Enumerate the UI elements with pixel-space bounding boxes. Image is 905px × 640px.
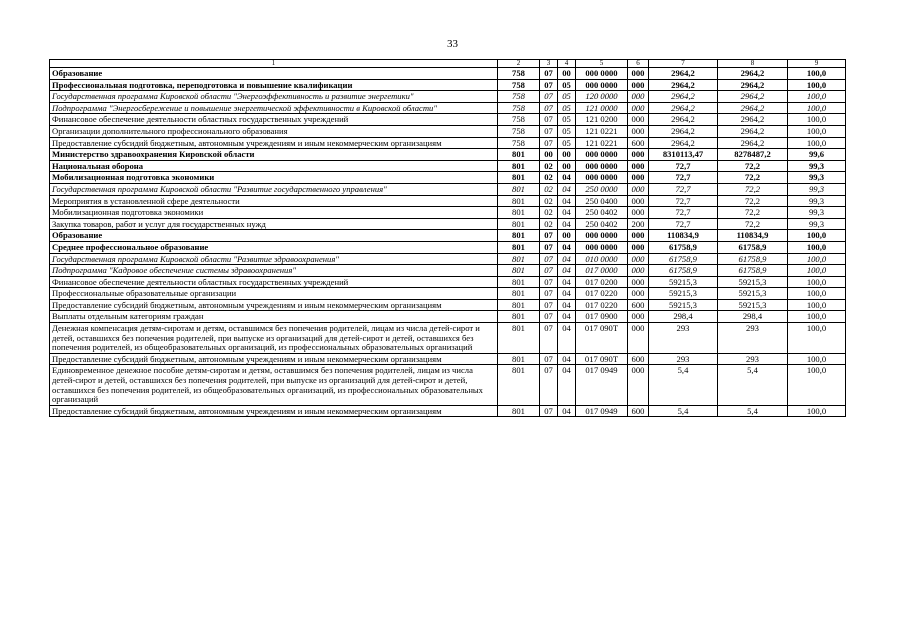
- subsection-code-cell: 00: [558, 230, 576, 242]
- section-code-cell: 07: [540, 276, 558, 288]
- execution-percent-cell: 100,0: [788, 276, 846, 288]
- table-row: [50, 160, 846, 172]
- subsection-code-cell: 00: [558, 160, 576, 172]
- section-code-cell: 02: [540, 218, 558, 230]
- table-row: [50, 207, 846, 219]
- section-code-cell: 07: [540, 299, 558, 311]
- admin-code-cell: 801: [498, 218, 540, 230]
- section-code-cell: 07: [540, 241, 558, 253]
- row-name-cell: Денежная компенсация детям-сиротам и детям, оставшимся без попечения родителей, лицам из числа детей-сирот и детей, оставшихся без попечения родителей, при выпуске из организаций для детей-сирот и детей, оставшихся без попечения родителей, из общеобразовательных организаций, из профессиональных образовательных организаций: [50, 323, 498, 354]
- subsection-code-cell: 04: [558, 195, 576, 207]
- column-number: 7: [649, 60, 718, 68]
- table-row: [50, 265, 846, 277]
- executed-amount-cell: 8278487,2: [718, 149, 788, 161]
- planned-amount-cell: 8310113,47: [649, 149, 718, 161]
- row-name-cell: Предоставление субсидий бюджетным, автономным учреждениям и иным некоммерческим организациям: [50, 137, 498, 149]
- planned-amount-cell: 61758,9: [649, 241, 718, 253]
- section-code-cell: 07: [540, 79, 558, 91]
- planned-amount-cell: 2964,2: [649, 114, 718, 126]
- table-row: [50, 253, 846, 265]
- subsection-code-cell: 04: [558, 311, 576, 323]
- column-number: 1: [50, 60, 498, 68]
- table-row: [50, 323, 846, 354]
- subsection-code-cell: 04: [558, 365, 576, 405]
- target-article-cell: 017 0000: [576, 265, 628, 277]
- target-article-cell: 017 0900: [576, 311, 628, 323]
- row-name-cell: Профессиональная подготовка, переподготовка и повышение квалификации: [50, 79, 498, 91]
- admin-code-cell: 801: [498, 207, 540, 219]
- executed-amount-cell: 72,2: [718, 160, 788, 172]
- row-name-cell: Финансовое обеспечение деятельности областных государственных учреждений: [50, 114, 498, 126]
- expense-type-cell: 000: [628, 114, 649, 126]
- section-code-cell: 07: [540, 102, 558, 114]
- table-row: [50, 149, 846, 161]
- section-code-cell: 07: [540, 114, 558, 126]
- expense-type-cell: 000: [628, 311, 649, 323]
- executed-amount-cell: 5,4: [718, 405, 788, 417]
- row-name-cell: Профессиональные образовательные организации: [50, 288, 498, 300]
- planned-amount-cell: 72,7: [649, 218, 718, 230]
- row-name-cell: Предоставление субсидий бюджетным, автономным учреждениям и иным некоммерческим организациям: [50, 405, 498, 417]
- subsection-code-cell: 04: [558, 265, 576, 277]
- row-name-cell: Образование: [50, 230, 498, 242]
- executed-amount-cell: 72,2: [718, 195, 788, 207]
- admin-code-cell: 801: [498, 253, 540, 265]
- table-row: [50, 195, 846, 207]
- subsection-code-cell: 04: [558, 218, 576, 230]
- column-number: 2: [498, 60, 540, 68]
- admin-code-cell: 801: [498, 265, 540, 277]
- table-row: [50, 79, 846, 91]
- target-article-cell: 121 0200: [576, 114, 628, 126]
- target-article-cell: 000 0000: [576, 160, 628, 172]
- target-article-cell: 000 0000: [576, 79, 628, 91]
- row-name-cell: Государственная программа Кировской области "Энергоэффективность и развитие энергетики": [50, 91, 498, 103]
- row-name-cell: Мобилизационная подготовка экономики: [50, 172, 498, 184]
- admin-code-cell: 801: [498, 195, 540, 207]
- subsection-code-cell: 04: [558, 207, 576, 219]
- target-article-cell: 250 0402: [576, 207, 628, 219]
- section-code-cell: 02: [540, 207, 558, 219]
- budget-table: [49, 59, 846, 417]
- subsection-code-cell: 04: [558, 288, 576, 300]
- row-name-cell: Единовременное денежное пособие детям-сиротам и детям, оставшимся без попечения родителей, лицам из числа детей-сирот и детей, оставшихся без попечения родителей, при выпуске из организаций для детей-сирот и детей, оставшихся без попечения родителей, из общеобразовательных организаций, из профессиональных образовательных организаций: [50, 365, 498, 405]
- target-article-cell: 121 0221: [576, 137, 628, 149]
- expense-type-cell: 000: [628, 365, 649, 405]
- row-name-cell: Выплаты отдельным категориям граждан: [50, 311, 498, 323]
- section-code-cell: 07: [540, 288, 558, 300]
- execution-percent-cell: 100,0: [788, 265, 846, 277]
- subsection-code-cell: 05: [558, 137, 576, 149]
- executed-amount-cell: 72,2: [718, 172, 788, 184]
- executed-amount-cell: 2964,2: [718, 102, 788, 114]
- executed-amount-cell: 2964,2: [718, 79, 788, 91]
- expense-type-cell: 000: [628, 91, 649, 103]
- admin-code-cell: 801: [498, 172, 540, 184]
- target-article-cell: 250 0000: [576, 183, 628, 195]
- target-article-cell: 000 0000: [576, 149, 628, 161]
- table-row: [50, 125, 846, 137]
- subsection-code-cell: 04: [558, 276, 576, 288]
- page-number: 33: [447, 38, 458, 50]
- execution-percent-cell: 100,0: [788, 299, 846, 311]
- expense-type-cell: 000: [628, 102, 649, 114]
- table-row: [50, 241, 846, 253]
- section-code-cell: 07: [540, 125, 558, 137]
- target-article-cell: 017 0220: [576, 299, 628, 311]
- admin-code-cell: 801: [498, 311, 540, 323]
- admin-code-cell: 801: [498, 353, 540, 365]
- section-code-cell: 07: [540, 137, 558, 149]
- admin-code-cell: 801: [498, 160, 540, 172]
- execution-percent-cell: 100,0: [788, 311, 846, 323]
- table-row: [50, 114, 846, 126]
- expense-type-cell: 600: [628, 137, 649, 149]
- table-row: [50, 276, 846, 288]
- target-article-cell: 000 0000: [576, 172, 628, 184]
- section-code-cell: 07: [540, 405, 558, 417]
- column-number: 9: [788, 60, 846, 68]
- row-name-cell: Подпрограмма "Энергосбережение и повышение энергетической эффективности в Кировской области": [50, 102, 498, 114]
- execution-percent-cell: 99,3: [788, 183, 846, 195]
- table-row: [50, 218, 846, 230]
- expense-type-cell: 000: [628, 195, 649, 207]
- table-row: [50, 183, 846, 195]
- executed-amount-cell: 61758,9: [718, 265, 788, 277]
- expense-type-cell: 600: [628, 299, 649, 311]
- planned-amount-cell: 2964,2: [649, 79, 718, 91]
- execution-percent-cell: 99,3: [788, 218, 846, 230]
- section-code-cell: 07: [540, 265, 558, 277]
- execution-percent-cell: 99,3: [788, 195, 846, 207]
- executed-amount-cell: 72,2: [718, 218, 788, 230]
- target-article-cell: 017 0949: [576, 405, 628, 417]
- row-name-cell: Мероприятия в установленной сфере деятельности: [50, 195, 498, 207]
- executed-amount-cell: 72,2: [718, 207, 788, 219]
- execution-percent-cell: 100,0: [788, 68, 846, 80]
- target-article-cell: 000 0000: [576, 230, 628, 242]
- planned-amount-cell: 2964,2: [649, 68, 718, 80]
- row-name-cell: Министерство здравоохранения Кировской области: [50, 149, 498, 161]
- table-row: [50, 299, 846, 311]
- subsection-code-cell: 04: [558, 299, 576, 311]
- admin-code-cell: 801: [498, 241, 540, 253]
- target-article-cell: 000 0000: [576, 241, 628, 253]
- column-number: 4: [558, 60, 576, 68]
- expense-type-cell: 600: [628, 353, 649, 365]
- target-article-cell: 017 0220: [576, 288, 628, 300]
- subsection-code-cell: 05: [558, 102, 576, 114]
- target-article-cell: 120 0000: [576, 91, 628, 103]
- execution-percent-cell: 99,3: [788, 160, 846, 172]
- column-number: 5: [576, 60, 628, 68]
- section-code-cell: 07: [540, 230, 558, 242]
- executed-amount-cell: 2964,2: [718, 114, 788, 126]
- execution-percent-cell: 100,0: [788, 241, 846, 253]
- execution-percent-cell: 100,0: [788, 137, 846, 149]
- expense-type-cell: 000: [628, 323, 649, 354]
- planned-amount-cell: 2964,2: [649, 91, 718, 103]
- executed-amount-cell: 59215,3: [718, 299, 788, 311]
- expense-type-cell: 000: [628, 253, 649, 265]
- expense-type-cell: 000: [628, 276, 649, 288]
- planned-amount-cell: 61758,9: [649, 253, 718, 265]
- subsection-code-cell: 04: [558, 183, 576, 195]
- expense-type-cell: 000: [628, 160, 649, 172]
- expense-type-cell: 000: [628, 241, 649, 253]
- column-number-row: [50, 60, 846, 68]
- target-article-cell: 121 0221: [576, 125, 628, 137]
- admin-code-cell: 801: [498, 323, 540, 354]
- row-name-cell: Мобилизационная подготовка экономики: [50, 207, 498, 219]
- admin-code-cell: 801: [498, 183, 540, 195]
- executed-amount-cell: 59215,3: [718, 276, 788, 288]
- admin-code-cell: 801: [498, 149, 540, 161]
- execution-percent-cell: 99,3: [788, 172, 846, 184]
- table-row: [50, 230, 846, 242]
- planned-amount-cell: 72,7: [649, 183, 718, 195]
- subsection-code-cell: 05: [558, 114, 576, 126]
- execution-percent-cell: 100,0: [788, 365, 846, 405]
- planned-amount-cell: 72,7: [649, 172, 718, 184]
- admin-code-cell: 758: [498, 68, 540, 80]
- section-code-cell: 07: [540, 311, 558, 323]
- expense-type-cell: 200: [628, 218, 649, 230]
- target-article-cell: 017 0200: [576, 276, 628, 288]
- section-code-cell: 07: [540, 91, 558, 103]
- execution-percent-cell: 100,0: [788, 230, 846, 242]
- executed-amount-cell: 293: [718, 353, 788, 365]
- row-name-cell: Государственная программа Кировской области "Развитие здравоохранения": [50, 253, 498, 265]
- column-number: 8: [718, 60, 788, 68]
- subsection-code-cell: 04: [558, 253, 576, 265]
- expense-type-cell: 600: [628, 405, 649, 417]
- expense-type-cell: 000: [628, 68, 649, 80]
- expense-type-cell: 000: [628, 183, 649, 195]
- executed-amount-cell: 2964,2: [718, 91, 788, 103]
- subsection-code-cell: 04: [558, 172, 576, 184]
- execution-percent-cell: 100,0: [788, 91, 846, 103]
- execution-percent-cell: 100,0: [788, 323, 846, 354]
- admin-code-cell: 758: [498, 79, 540, 91]
- executed-amount-cell: 2964,2: [718, 137, 788, 149]
- target-article-cell: 017 090Т: [576, 323, 628, 354]
- planned-amount-cell: 5,4: [649, 405, 718, 417]
- subsection-code-cell: 04: [558, 241, 576, 253]
- execution-percent-cell: 100,0: [788, 405, 846, 417]
- admin-code-cell: 801: [498, 276, 540, 288]
- row-name-cell: Государственная программа Кировской области "Развитие государственного управления": [50, 183, 498, 195]
- execution-percent-cell: 100,0: [788, 114, 846, 126]
- planned-amount-cell: 2964,2: [649, 102, 718, 114]
- executed-amount-cell: 72,2: [718, 183, 788, 195]
- row-name-cell: Подпрограмма "Кадровое обеспечение системы здравоохранения": [50, 265, 498, 277]
- column-number: 6: [628, 60, 649, 68]
- subsection-code-cell: 00: [558, 149, 576, 161]
- expense-type-cell: 000: [628, 149, 649, 161]
- target-article-cell: 017 0949: [576, 365, 628, 405]
- executed-amount-cell: 2964,2: [718, 125, 788, 137]
- table-row: [50, 91, 846, 103]
- section-code-cell: 02: [540, 172, 558, 184]
- table-row: [50, 365, 846, 405]
- executed-amount-cell: 298,4: [718, 311, 788, 323]
- planned-amount-cell: 72,7: [649, 160, 718, 172]
- executed-amount-cell: 61758,9: [718, 253, 788, 265]
- row-name-cell: Организации дополнительного профессионального образования: [50, 125, 498, 137]
- admin-code-cell: 801: [498, 405, 540, 417]
- admin-code-cell: 801: [498, 288, 540, 300]
- planned-amount-cell: 298,4: [649, 311, 718, 323]
- planned-amount-cell: 59215,3: [649, 299, 718, 311]
- planned-amount-cell: 59215,3: [649, 288, 718, 300]
- planned-amount-cell: 61758,9: [649, 265, 718, 277]
- table-row: [50, 68, 846, 80]
- execution-percent-cell: 99,3: [788, 207, 846, 219]
- row-name-cell: Предоставление субсидий бюджетным, автономным учреждениям и иным некоммерческим организациям: [50, 353, 498, 365]
- execution-percent-cell: 100,0: [788, 102, 846, 114]
- subsection-code-cell: 04: [558, 323, 576, 354]
- expense-type-cell: 000: [628, 125, 649, 137]
- expense-type-cell: 000: [628, 207, 649, 219]
- planned-amount-cell: 2964,2: [649, 137, 718, 149]
- expense-type-cell: 000: [628, 265, 649, 277]
- section-code-cell: 07: [540, 353, 558, 365]
- table-row: [50, 353, 846, 365]
- execution-percent-cell: 100,0: [788, 125, 846, 137]
- executed-amount-cell: 2964,2: [718, 68, 788, 80]
- admin-code-cell: 801: [498, 230, 540, 242]
- expense-type-cell: 000: [628, 172, 649, 184]
- expense-type-cell: 000: [628, 230, 649, 242]
- planned-amount-cell: 293: [649, 323, 718, 354]
- row-name-cell: Среднее профессиональное образование: [50, 241, 498, 253]
- row-name-cell: Предоставление субсидий бюджетным, автономным учреждениям и иным некоммерческим организациям: [50, 299, 498, 311]
- expense-type-cell: 000: [628, 288, 649, 300]
- subsection-code-cell: 05: [558, 79, 576, 91]
- admin-code-cell: 758: [498, 102, 540, 114]
- row-name-cell: Национальная оборона: [50, 160, 498, 172]
- planned-amount-cell: 72,7: [649, 207, 718, 219]
- executed-amount-cell: 293: [718, 323, 788, 354]
- target-article-cell: 121 0000: [576, 102, 628, 114]
- table-row: [50, 172, 846, 184]
- executed-amount-cell: 61758,9: [718, 241, 788, 253]
- admin-code-cell: 758: [498, 114, 540, 126]
- table-row: [50, 311, 846, 323]
- target-article-cell: 250 0400: [576, 195, 628, 207]
- section-code-cell: 00: [540, 149, 558, 161]
- planned-amount-cell: 110834,9: [649, 230, 718, 242]
- execution-percent-cell: 99,6: [788, 149, 846, 161]
- subsection-code-cell: 05: [558, 125, 576, 137]
- target-article-cell: 000 0000: [576, 68, 628, 80]
- section-code-cell: 07: [540, 323, 558, 354]
- row-name-cell: Финансовое обеспечение деятельности областных государственных учреждений: [50, 276, 498, 288]
- admin-code-cell: 801: [498, 299, 540, 311]
- admin-code-cell: 758: [498, 137, 540, 149]
- execution-percent-cell: 100,0: [788, 288, 846, 300]
- table-row: [50, 137, 846, 149]
- section-code-cell: 02: [540, 160, 558, 172]
- subsection-code-cell: 00: [558, 68, 576, 80]
- execution-percent-cell: 100,0: [788, 353, 846, 365]
- admin-code-cell: 801: [498, 365, 540, 405]
- row-name-cell: Образование: [50, 68, 498, 80]
- table-row: [50, 405, 846, 417]
- target-article-cell: 017 090Т: [576, 353, 628, 365]
- expense-type-cell: 000: [628, 79, 649, 91]
- admin-code-cell: 758: [498, 91, 540, 103]
- planned-amount-cell: 293: [649, 353, 718, 365]
- section-code-cell: 02: [540, 195, 558, 207]
- subsection-code-cell: 04: [558, 405, 576, 417]
- table-row: [50, 102, 846, 114]
- column-number: 3: [540, 60, 558, 68]
- execution-percent-cell: 100,0: [788, 253, 846, 265]
- section-code-cell: 07: [540, 253, 558, 265]
- planned-amount-cell: 2964,2: [649, 125, 718, 137]
- execution-percent-cell: 100,0: [788, 79, 846, 91]
- table-row: [50, 288, 846, 300]
- section-code-cell: 07: [540, 68, 558, 80]
- subsection-code-cell: 04: [558, 353, 576, 365]
- row-name-cell: Закупка товаров, работ и услуг для государственных нужд: [50, 218, 498, 230]
- executed-amount-cell: 5,4: [718, 365, 788, 405]
- planned-amount-cell: 72,7: [649, 195, 718, 207]
- subsection-code-cell: 05: [558, 91, 576, 103]
- planned-amount-cell: 59215,3: [649, 276, 718, 288]
- executed-amount-cell: 59215,3: [718, 288, 788, 300]
- admin-code-cell: 758: [498, 125, 540, 137]
- section-code-cell: 07: [540, 365, 558, 405]
- target-article-cell: 250 0402: [576, 218, 628, 230]
- target-article-cell: 010 0000: [576, 253, 628, 265]
- planned-amount-cell: 5,4: [649, 365, 718, 405]
- section-code-cell: 02: [540, 183, 558, 195]
- executed-amount-cell: 110834,9: [718, 230, 788, 242]
